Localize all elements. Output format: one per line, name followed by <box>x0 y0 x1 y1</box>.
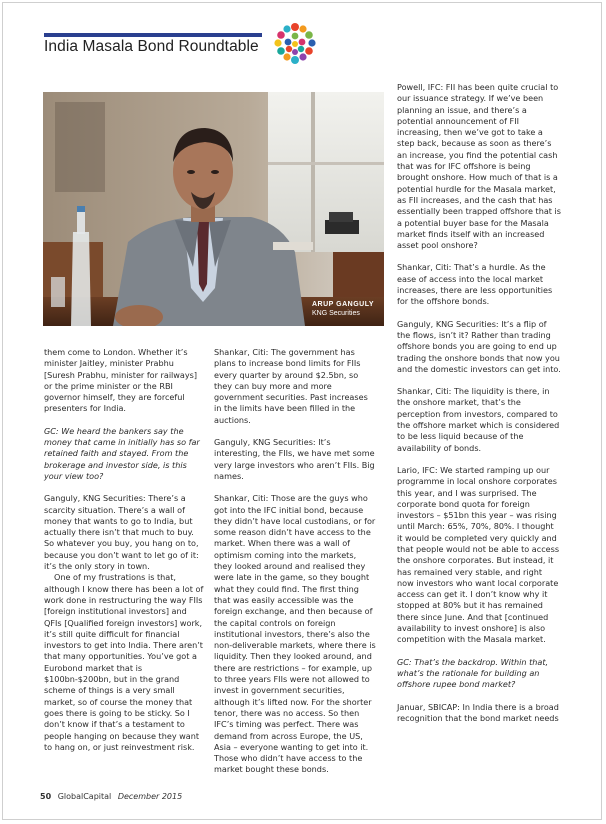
text-column-3 <box>397 82 561 735</box>
section-title: India Masala Bond Roundtable <box>44 38 259 55</box>
caption-name: ARUP GANGULY <box>311 301 374 308</box>
speaker-photo <box>43 92 384 326</box>
paragraph: One of my frustrations is that, although I know there has been a lot of work done in restructuring the way FIIs [foreign institutional investors] and QFIs [Qualified foreign investors] work, it’s still quite difficult for financial investors to get into India. There aren’t that many opportunities. You’ve got a Eurobond market that is $100bn-$200bn, but in the grand scheme of things is a very small market, so of course the money that goes there is going to be sticky. So I don’t know if that’s a testament to people hanging on because they want to hang on, or just reinvestment risk. <box>44 572 204 752</box>
paragraph: Ganguly, KNG Securities: It’s a flip of the flows, isn’t it? Rather than trading offshore bonds you are going to end up trading the onshore bonds that now you and the domestic investors can get into. <box>397 318 561 374</box>
page-footer <box>40 792 182 801</box>
paragraph: Shankar, Citi: Those are the guys who got into the IFC initial bond, because they didn’t have local custodians, or for some reason didn’t have access to the market. When there was a wall of optimism coming into the markets, they looked around and realised they were late in the game, so they bought what they could find. The first thing that was easily accessible was the foreign exchange, and then because of the capital controls on foreign institutional investors, there’s also the non-deliverable markets, where there is liquidity. Then they looked around, and there are restrictions – for example, up to three years FIIs were not allowed to invest in government securities, although it’s lifted now. For the shorter tenor, there was no access. So then IFC’s timing was perfect. There was demand from across Europe, the US, Asia – everyone wanting to get into it. Those who didn’t have access to the market bought these bonds. <box>214 493 376 775</box>
paragraph: Lario, IFC: We started ramping up our programme in local onshore corporates this year, and I was surprised. The corporate bond quota for foreign investors – $51bn this year – was rising until March: 65%, 70%, 80%. I thought it would be completed very quickly and that people would not be able to access the onshore corporates. But instead, it has remained very stable, and right now investors who want local corporate access can get it. I don’t know why it stopped at 80% but it has remained there since June. And that [continued availability to invest onshore] is also competition with the Masala market. <box>397 464 560 645</box>
page-number: 50 <box>40 792 52 801</box>
speaker-photo-image <box>43 92 384 326</box>
paragraph: Powell, IFC: FII has been quite crucial to our issuance strategy. If we’ve been planning an issue, and there’s a potential announcement of FII increasing, then we’ve got to take a step back, because as soon as there’s an increase, you find the potential cash that was for IFC offshore is being brought onshore. How much of that is a potential hurdle for the Masala market, as FII increases, and the cash that has essentially been trapped offshore that is a potential buyer base for the Masala market finds itself with an increased asset pool onshore? <box>397 82 561 251</box>
photo-caption <box>312 300 374 318</box>
paragraph: Ganguly, KNG Securities: It’s interesting, the FIIs, we have met some very large investors who aren’t FIIs. Big names. <box>214 437 375 481</box>
question-paragraph: GC: We heard the bankers say the money that came in initially has so far retained faith and stayed. From the brokerage and investor side, is this your view too? <box>44 425 200 481</box>
roundtable-logo <box>270 20 320 68</box>
header-rule <box>44 33 262 37</box>
issue-date: December 2015 <box>117 792 183 801</box>
paragraph: Januar, SBICAP: In India there is a broad recognition that the bond market needs <box>397 701 559 723</box>
text-column-1 <box>44 347 204 764</box>
paragraph: Shankar, Citi: The government has plans to increase bond limits for FIIs every quarter by around $2.5bn, so they can buy more and more government securities. Past increases in the limits have been filled in the auctions. <box>214 347 368 425</box>
question-paragraph: GC: That’s the backdrop. Within that, what’s the rationale for building an offshore rupee bond market? <box>397 656 549 690</box>
paragraph: Ganguly, KNG Securities: There’s a scarcity situation. There’s a wall of money that wants to go to India, but actually there isn’t that much to buy. So whatever you buy, you hang on to, because you don’t want to let go of it: it’s the only story in town. <box>44 493 199 572</box>
publication-name: GlobalCapital <box>57 792 112 801</box>
caption-organization: KNG Securities <box>311 310 360 317</box>
text-column-2 <box>214 347 376 787</box>
paragraph: them come to London. Whether it’s minister Jaitley, minister Prabhu [Suresh Prabhu, minister for railways] or the prime minister or the RBI governor himself, they are forceful presenters for India. <box>44 347 198 414</box>
paragraph: Shankar, Citi: The liquidity is there, in the onshore market, that’s the perception from investors, compared to the offshore market which is considered to be less liquid because of the availability of bonds. <box>397 386 560 453</box>
paragraph: Shankar, Citi: That’s a hurdle. As the ease of access into the local market increases, there are less opportunities for the offshore bonds. <box>397 262 553 307</box>
